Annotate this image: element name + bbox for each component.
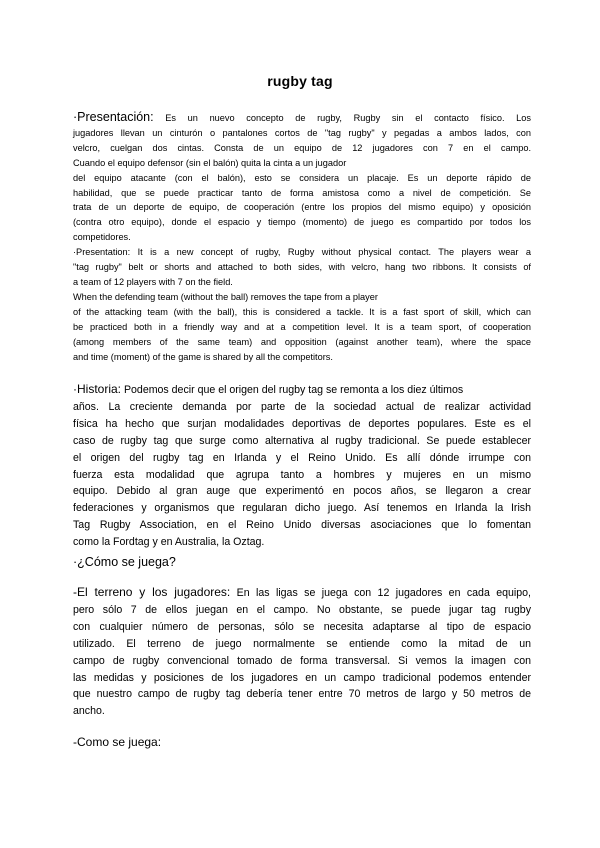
paragraph-line: When the defending team (without the ball) removes the tape from a player [73,291,378,302]
paragraph-line: caso de rugby tag que surge como alternativa al rugby tradicional. Se puede establecer [73,434,531,447]
paragraph-line: el origen del rugby tag en Irlanda y el Reino Unido. Es allí dónde irrumpe con [73,451,531,464]
paragraph-line: años. La creciente demanda por parte de la sociedad actual de realizar actividad [73,400,531,413]
presentacion-heading: ·Presentación: [73,110,154,124]
paragraph-line: velcro, cuelgan dos cintas. Consta de un equipo de 12 jugadores con 7 en el campo. [73,142,531,153]
historia-heading: ·Historia: [73,382,122,396]
paragraph-line: habilidad, que se puede practicar tanto de forma amistosa como a nivel de competición. Se [73,187,531,198]
document-title: rugby tag [267,73,333,89]
paragraph-line: las medidas y posiciones de los jugadores en un campo tradicional podemos entender [73,671,531,684]
paragraph-line: be practiced both in a friendly way and at a competition level. It is a team sport, of cooperation [73,321,531,332]
presentacion-section [73,110,531,364]
paragraph-line: con cualquier número de personas, sólo se necesita adaptarse al tipo de espacio [73,620,531,633]
paragraph-line: Es un nuevo concepto de rugby, Rugby sin el contacto físico. Los [165,113,531,123]
paragraph-line: trata de un deporte de equipo, de cooperación (entre los propios del mismo equipo) y oposición [73,202,531,213]
paragraph-line: ·Presentation: It is a new concept of rugby, Rugby without physical contact. The players wear a [73,247,531,258]
paragraph-line: utilizado. El terreno de juego normalmente se entiende como la mitad de un [73,637,531,650]
paragraph-line: como la Fordtag y en Australia, la Oztag. [73,536,265,549]
paragraph-line: competidores. [73,232,131,243]
paragraph-line: que nuestro campo de rugby tag debería tener entre 70 metros de largo y 50 metros de [73,688,531,701]
paragraph-line: and time (moment) of the game is shared by all the competitors. [73,351,333,362]
paragraph-line: Tag Rugby Association, en el Reino Unido diversas asociaciones que lo fomentan [73,519,531,532]
paragraph-line: Cuando el equipo defensor (sin el balón) quita la cinta a un jugador [73,157,347,168]
paragraph-line: (among members of the same team) and opposition (against another team), where the space [73,336,531,347]
paragraph-line: En las ligas se juega con 12 jugadores en cada equipo, [236,587,531,599]
terreno-section [73,584,531,720]
como-se-juega-heading: ·¿Cómo se juega? [73,555,176,569]
paragraph-line: equipo. Debido al gran auge que experimentó en pocos años, se llegaron a crear [73,485,531,498]
paragraph-line: física ha hecho que surjan modalidades deportivas de deportes populares. Este es el [73,417,531,430]
paragraph-line: campo de rugby convencional tomado de forma transversal. Si vemos la imagen con [73,654,531,667]
paragraph-line: del equipo atacante (con el balón), esto se considera un placaje. Es un deporte rápido de [73,172,531,183]
paragraph-line: Podemos decir que el origen del rugby tag se remonta a los diez últimos [123,384,464,396]
paragraph-line: jugadores llevan un cinturón o pantalones cortos de "tag rugby" y pegadas a ambos lados, con [73,127,531,138]
paragraph-line: fuerza esta modalidad que agrupa tanto a hombres y mujeres en un mismo [73,468,531,481]
paragraph-line: ancho. [73,705,105,718]
historia-section [73,381,531,551]
terreno-heading: -El terreno y los jugadores: [73,585,231,599]
paragraph-line: a team of 12 players with 7 on the field. [73,276,233,287]
como-se-juega-subheading: -Como se juega: [73,735,162,749]
paragraph-line: (contra otro equipo), donde el espacio y tiempo (momento) de juego es compartido por todos los [73,217,531,228]
paragraph-line: of the attacking team (with the ball), this is considered a tackle. It is a fast sport of skill, which can [73,306,531,317]
paragraph-line: pero sólo 7 de ellos juegan en el campo. No obstante, se puede jugar tag rugby [73,603,531,616]
paragraph-line: federaciones y organismos que regularan dicho juego. Así tenemos en Irlanda la Irish [73,502,531,515]
paragraph-line: "tag rugby" belt or shorts and attached to both sides, with velcro, hang two ribbons. It consists of [73,262,531,273]
